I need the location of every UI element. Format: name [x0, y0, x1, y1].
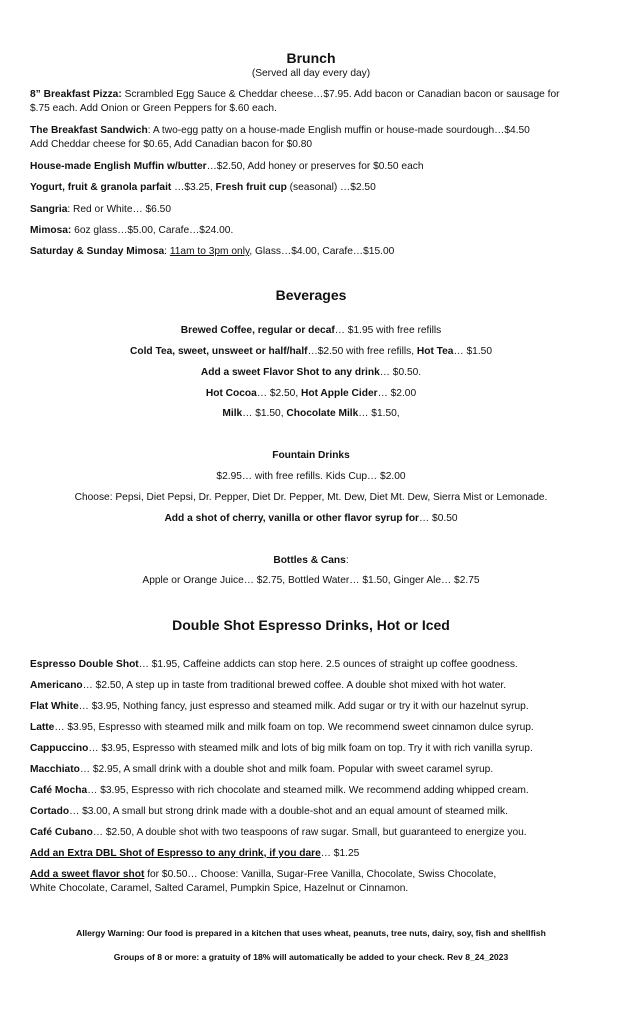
item-name: Macchiato — [30, 764, 80, 775]
item-desc: … $0.50. — [379, 367, 422, 378]
item-desc: … $1.50 — [453, 346, 492, 357]
item-name: Milk — [222, 408, 243, 419]
menu-item-espresso-flavor-shot — [30, 868, 600, 882]
item-desc: … $3.95, Espresso with steamed milk and milk foam on top. We recommend sweet cinnamon dulce syrup. — [54, 722, 534, 733]
menu-item-sangria — [30, 203, 600, 217]
item-name-fruit-cup: Fresh fruit cup — [215, 182, 287, 193]
item-desc: : Red or White… $6.50 — [67, 204, 171, 215]
menu-item-cafe-cubano — [30, 826, 600, 840]
item-name: Add a sweet Flavor Shot to any drink — [200, 367, 380, 378]
item-name: Mimosa: — [30, 225, 72, 236]
item-name: Add a sweet flavor shot — [30, 869, 145, 880]
item-desc: … $1.50, — [242, 408, 287, 419]
separator: : — [345, 555, 349, 566]
menu-item-english-muffin — [30, 160, 600, 174]
item-name: Flat White — [30, 701, 79, 712]
section-heading: Bottles & Cans — [273, 555, 346, 566]
item-desc: …$2.50, Add honey or preserves for $0.50 each — [206, 161, 424, 172]
item-name: Saturday & Sunday Mimosa — [30, 246, 165, 257]
menu-item-breakfast-pizza — [30, 88, 600, 102]
beverages-title: Beverages — [275, 287, 347, 303]
item-name: 8” Breakfast Pizza: — [30, 89, 122, 100]
item-name: Add a shot of cherry, vanilla or other flavor syrup for — [164, 513, 420, 524]
item-name: Sangria — [30, 204, 68, 215]
fountain-drinks-title: Fountain Drinks — [272, 450, 350, 461]
menu-item-weekend-mimosa — [30, 245, 600, 259]
item-name: Yogurt, fruit & granola parfait — [30, 182, 172, 193]
menu-item-syrup-shot — [0, 512, 622, 526]
item-desc: … $3.95, Nothing fancy, just espresso and steamed milk. Add sugar or try it with our hazelnut syrup. — [78, 701, 529, 712]
item-name-apple-cider: Hot Apple Cider — [301, 388, 378, 399]
menu-item-hot-cocoa — [0, 387, 622, 401]
allergy-warning: Allergy Warning: Our food is prepared in a kitchen that uses wheat, peanuts, tree nuts, dairy, soy, fish and shellfish — [76, 928, 546, 938]
item-name: Latte — [30, 722, 55, 733]
menu-item-brewed-coffee — [0, 324, 622, 338]
item-desc: 6oz glass…$5.00, Carafe…$24.00. — [71, 225, 234, 236]
item-desc: … $2.50, A double shot with two teaspoons of raw sugar. Small, but guaranteed to energize you. — [92, 827, 527, 838]
item-name: Cortado — [30, 806, 70, 817]
item-name: The Breakfast Sandwich — [30, 125, 148, 136]
menu-item-espresso-flavor-shot-cont: White Chocolate, Caramel, Salted Caramel, Pumpkin Spice, Hazelnut or Cinnamon. — [30, 883, 409, 894]
item-desc: , Glass…$4.00, Carafe…$15.00 — [249, 246, 395, 257]
item-desc: … $3.00, A small but strong drink made with a double-shot and an equal amount of steamed milk. — [69, 806, 508, 817]
item-hours: 11am to 3pm only — [169, 246, 250, 257]
item-name: Espresso Double Shot — [30, 659, 139, 670]
item-name: Hot Cocoa — [205, 388, 257, 399]
item-desc: … $0.50 — [419, 513, 458, 524]
item-desc: … $3.95, Espresso with steamed milk and lots of big milk foam on top. Try it with rich vanilla syrup. — [88, 743, 533, 754]
item-desc: … $2.00 — [377, 388, 417, 399]
item-price: …$3.25, — [171, 182, 216, 193]
item-desc: for $0.50… Choose: Vanilla, Sugar-Free Vanilla, Chocolate, Swiss Chocolate, — [144, 869, 497, 880]
brunch-title: Brunch — [286, 50, 336, 66]
menu-item-cortado — [30, 805, 600, 819]
brunch-subtitle: (Served all day every day) — [251, 68, 371, 79]
menu-item-americano — [30, 679, 600, 693]
item-name: Americano — [30, 680, 83, 691]
item-desc: … $1.95 with free refills — [334, 325, 442, 336]
item-desc: … $3.95, Espresso with rich chocolate and steamed milk. We recommend adding whipped cream. — [87, 785, 529, 796]
item-desc: … $2.95, A small drink with a double shot and milk foam. Popular with sweet caramel syrup. — [79, 764, 494, 775]
espresso-title: Double Shot Espresso Drinks, Hot or Iced — [172, 617, 450, 633]
menu-item-cold-tea — [0, 345, 622, 359]
menu-item-breakfast-sandwich-cont: Add Cheddar cheese for $0.65, Add Canadian bacon for $0.80 — [30, 139, 313, 150]
menu-item-cafe-mocha — [30, 784, 600, 798]
item-desc: (seasonal) …$2.50 — [286, 182, 376, 193]
bottles-cans-title — [0, 554, 622, 568]
item-name-hot-tea: Hot Tea — [416, 346, 454, 357]
menu-item-milk — [0, 407, 622, 421]
menu-item-espresso — [30, 658, 600, 672]
item-desc: : A two-egg patty on a house-made English muffin or house-made sourdough…$4.50 — [147, 125, 530, 136]
item-desc: … $2.50, — [256, 388, 301, 399]
item-desc: … $1.25 — [320, 848, 360, 859]
fountain-drinks-price: $2.95… with free refills. Kids Cup… $2.00 — [216, 471, 406, 482]
item-desc: …$2.50 with free refills, — [307, 346, 417, 357]
item-desc: … $1.95, Caffeine addicts can stop here. 2.5 ounces of straight up coffee goodness. — [138, 659, 518, 670]
fountain-drinks-choices: Choose: Pepsi, Diet Pepsi, Dr. Pepper, Diet Dr. Pepper, Mt. Dew, Diet Mt. Dew, Sierra Mist or Lemonade. — [74, 492, 548, 503]
menu-item-mimosa — [30, 224, 600, 238]
menu-item-macchiato — [30, 763, 600, 777]
bottles-cans-list: Apple or Orange Juice… $2.75, Bottled Water… $1.50, Ginger Ale… $2.75 — [142, 575, 480, 586]
item-name: Café Cubano — [30, 827, 93, 838]
item-desc: … $2.50, A step up in taste from traditional brewed coffee. A double shot mixed with hot water. — [82, 680, 507, 691]
item-name: Cappuccino — [30, 743, 89, 754]
item-name: Cold Tea, sweet, unsweet or half/half — [130, 346, 308, 357]
item-desc: … $1.50, — [358, 408, 400, 419]
item-name: House-made English Muffin w/butter — [30, 161, 207, 172]
menu-item-latte — [30, 721, 600, 735]
menu-item-cappuccino — [30, 742, 600, 756]
menu-item-yogurt-parfait — [30, 181, 600, 195]
item-name: Add an Extra DBL Shot of Espresso to any drink, if you dare — [30, 848, 321, 859]
menu-item-breakfast-sandwich — [30, 124, 600, 138]
gratuity-notice: Groups of 8 or more: a gratuity of 18% will automatically be added to your check. Rev 8_24_2023 — [113, 952, 509, 962]
menu-item-flavor-shot — [0, 366, 622, 380]
item-name: Brewed Coffee, regular or decaf — [180, 325, 335, 336]
separator: : — [164, 246, 170, 257]
menu-item-flat-white — [30, 700, 600, 714]
menu-item-breakfast-pizza-cont: $.75 each. Add Onion or Green Peppers for $.60 each. — [30, 103, 277, 114]
menu-item-extra-shot — [30, 847, 600, 861]
item-name-chocolate-milk: Chocolate Milk — [286, 408, 359, 419]
item-name: Café Mocha — [30, 785, 88, 796]
item-desc: Scrambled Egg Sauce & Cheddar cheese…$7.95. Add bacon or Canadian bacon or sausage for — [121, 89, 560, 100]
